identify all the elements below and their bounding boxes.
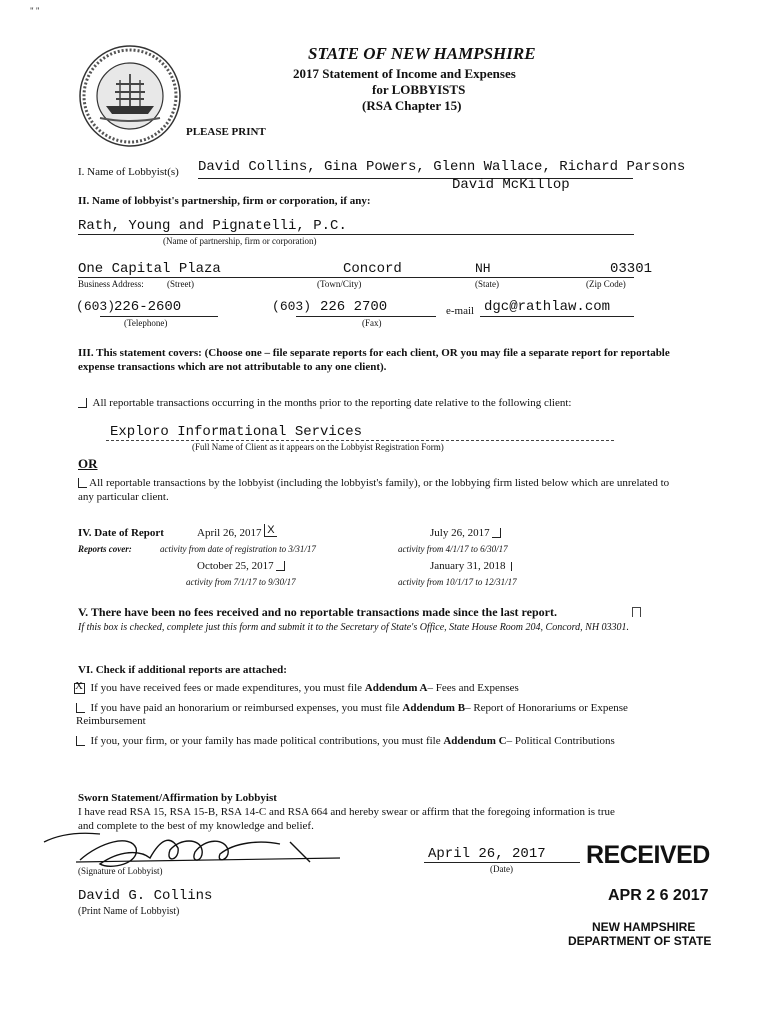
july-range: activity from 4/1/17 to 6/30/17: [398, 544, 508, 554]
client-checkbox[interactable]: [78, 398, 87, 408]
city-field[interactable]: Concord: [343, 261, 402, 277]
addendum-b-text: If you have paid an honorarium or reimbursed expenses, you must file Addendum B– Report of Honorariums or Expense Reimbursement: [76, 702, 628, 727]
no-fees-heading: V. There have been no fees received and no reportable transactions made since the last report.: [78, 605, 557, 619]
state-caption: (State): [475, 279, 499, 289]
sworn-text-2: and complete to the best of my knowledge and belief.: [78, 820, 314, 832]
lobbyist-name-label: I. Name of Lobbyist(s): [78, 166, 179, 178]
phone-caption: (Telephone): [124, 318, 168, 328]
print-name[interactable]: David G. Collins: [78, 888, 213, 904]
no-fees-checkbox[interactable]: [632, 607, 641, 617]
firm-name[interactable]: Rath, Young and Pignatelli, P.C.: [78, 218, 347, 234]
july-checkbox[interactable]: [492, 528, 501, 538]
client-option-text: All reportable transactions occurring in the months prior to the reporting date relative to the following client:: [92, 397, 572, 409]
october-checkbox[interactable]: [276, 561, 285, 571]
phone-field[interactable]: 226-2600: [114, 299, 182, 315]
date-of-report-label: IV. Date of Report: [78, 527, 164, 539]
addendum-a-text: If you have received fees or made expenditures, you must file Addendum A– Fees and Expenses: [90, 682, 519, 694]
form-subtitle-2: for LOBBYISTS: [372, 82, 466, 97]
unrelated-checkbox[interactable]: [78, 478, 87, 488]
january-range: activity from 10/1/17 to 12/31/17: [398, 577, 517, 587]
fax-area-code[interactable]: 603: [279, 299, 304, 314]
sworn-heading: Sworn Statement/Affirmation by Lobbyist: [78, 792, 277, 804]
addendum-a-checkbox[interactable]: X: [74, 683, 85, 694]
april-checkbox[interactable]: X: [264, 524, 276, 537]
lobbyist-names[interactable]: David Collins, Gina Powers, Glenn Wallace, Richard Parsons: [198, 159, 686, 175]
or-label: OR: [78, 456, 98, 471]
stamp-dept-line1: NEW HAMPSHIRE: [592, 920, 696, 934]
fax-caption: (Fax): [362, 318, 382, 328]
received-stamp: RECEIVED: [586, 841, 710, 869]
addendum-c-checkbox[interactable]: [76, 736, 85, 746]
january-checkbox[interactable]: [508, 562, 512, 571]
firm-label: II. Name of lobbyist's partnership, firm or corporation, if any:: [78, 195, 371, 207]
business-address-label: Business Address:: [78, 279, 144, 289]
corner-mark: " ": [30, 6, 40, 16]
lobbyist-names-cont[interactable]: David McKillop: [452, 177, 570, 193]
report-date-january: January 31, 2018: [430, 560, 506, 572]
fax-field[interactable]: 226 2700: [320, 299, 388, 315]
print-name-caption: (Print Name of Lobbyist): [78, 906, 180, 917]
statement-covers-heading: III. This statement covers: (Choose one – file separate reports for each client, OR you may file a separate report for reportable expense transactions which are not attributable to any one client).: [78, 347, 670, 373]
client-name[interactable]: Exploro Informational Services: [110, 424, 363, 440]
zip-caption: (Zip Code): [586, 279, 626, 289]
report-date-october: October 25, 2017: [197, 560, 274, 572]
report-date-april: April 26, 2017: [197, 527, 262, 539]
phone-area-code[interactable]: 603: [83, 299, 108, 314]
state-seal: [78, 44, 182, 148]
firm-caption: (Name of partnership, firm or corporation): [163, 236, 317, 246]
stamp-dept-line2: DEPARTMENT OF STATE: [568, 934, 712, 948]
street-field[interactable]: One Capital Plaza: [78, 261, 221, 277]
signature-caption: (Signature of Lobbyist): [78, 866, 163, 876]
addendum-heading: VI. Check if additional reports are attached:: [78, 664, 287, 676]
october-range: activity from 7/1/17 to 9/30/17: [186, 577, 296, 587]
form-subtitle: 2017 Statement of Income and Expenses: [293, 66, 516, 81]
date-caption: (Date): [490, 864, 513, 874]
email-label: e-mail: [446, 305, 475, 317]
addendum-b-checkbox[interactable]: [76, 703, 85, 713]
report-date-july: July 26, 2017: [430, 527, 490, 539]
april-range: activity from date of registration to 3/31/17: [160, 544, 316, 554]
state-field[interactable]: NH: [475, 261, 491, 276]
street-caption: (Street): [167, 279, 194, 289]
email-field[interactable]: dgc@rathlaw.com: [484, 299, 611, 315]
no-fees-note: If this box is checked, complete just this form and submit it to the Secretary of State's Office, State House Room 204, Concord, NH 03301.: [78, 622, 630, 633]
addendum-c-text: If you, your firm, or your family has made political contributions, you must file Addendum C– Political Contributions: [90, 735, 615, 747]
please-print-note: PLEASE PRINT: [186, 126, 266, 138]
client-caption: (Full Name of Client as it appears on the Lobbyist Registration Form): [192, 442, 444, 452]
signature-date[interactable]: April 26, 2017: [428, 846, 546, 862]
sworn-text: I have read RSA 15, RSA 15-B, RSA 14-C and RSA 664 and hereby swear or affirm that the foregoing information is true: [78, 806, 615, 818]
form-title: STATE OF NEW HAMPSHIRE: [308, 44, 536, 63]
form-subtitle-3: (RSA Chapter 15): [362, 98, 462, 113]
zip-field[interactable]: 03301: [610, 261, 653, 277]
reports-cover-label: Reports cover:: [78, 544, 132, 554]
stamp-date: APR 2 6 2017: [608, 887, 709, 904]
unrelated-option-text: All reportable transactions by the lobbyist (including the lobbyist's family), or the lobbying firm listed below which are unrelated to any particular client.: [78, 477, 670, 503]
city-caption: (Town/City): [317, 279, 362, 289]
